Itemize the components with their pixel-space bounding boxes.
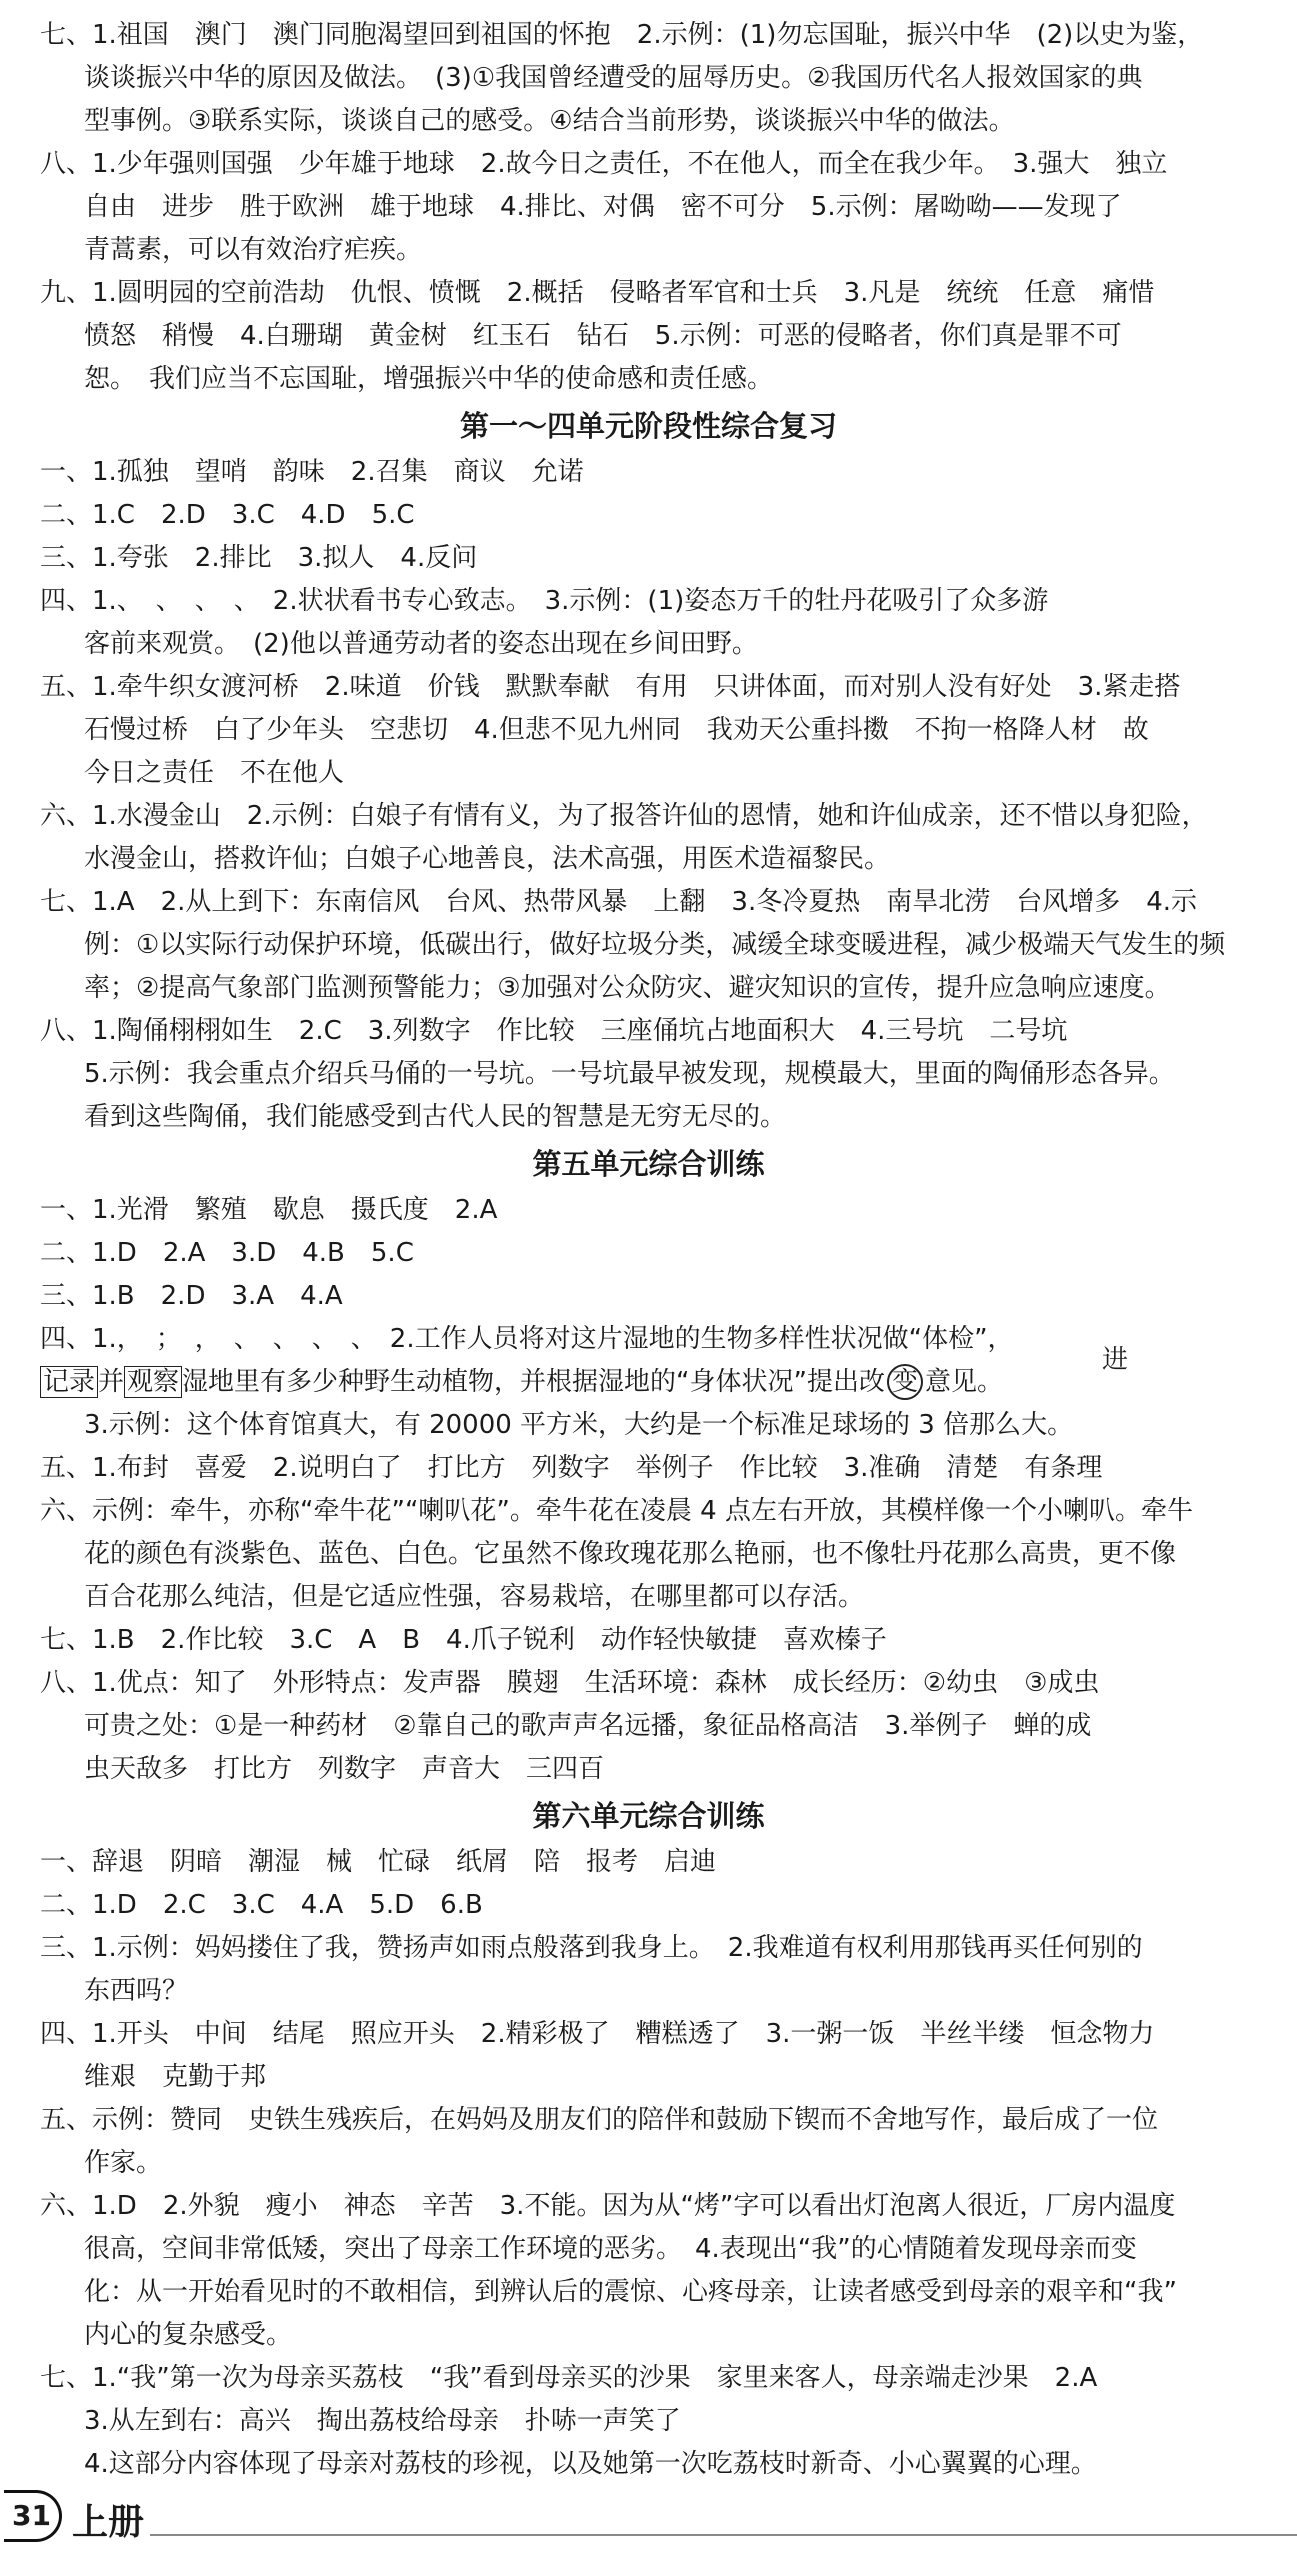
answer-continuation: 3.从左到右：高兴 掏出荔枝给母亲 扑哧一声笑了 xyxy=(84,2406,681,2436)
answer-content xyxy=(40,14,1257,2486)
answer-line: 五、1.牵牛织女渡河桥 2.味道 价钱 默默奉献 有用 只讲体面，而对别人没有好处 3.紧走搭 xyxy=(40,672,1181,702)
answer-continuation: 型事例。③联系实际，谈谈自己的感受。④结合当前形势，谈谈振兴中华的做法。 xyxy=(84,106,1015,136)
answer-continuation: 看到这些陶俑，我们能感受到古代人民的智慧是无穷无尽的。 xyxy=(84,1102,787,1132)
answer-line: 八、1.少年强则国强 少年雄于地球 2.故今日之责任，不在他人，而全在我少年。 3.强大 独立 xyxy=(40,149,1168,179)
answer-line: 六、示例：牵牛，亦称“牵牛花”“喇叭花”。牵牛花在凌晨 4 点左右开放，其模样像一个小喇叭。牵牛 xyxy=(40,1496,1193,1526)
answer-continuation: 恕。 我们应当不忘国耻，增强振兴中华的使命感和责任感。 xyxy=(84,364,774,394)
answer-line: 三、1.B 2.D 3.A 4.A xyxy=(40,1281,343,1311)
page-footer xyxy=(0,2486,1297,2546)
answer-line: 二、1.C 2.D 3.C 4.D 5.C xyxy=(40,500,415,530)
answer-line: 六、1.D 2.外貌 瘦小 神态 辛苦 3.不能。因为从“烤”字可以看出灯泡离人很近，厂房内温度 xyxy=(40,2191,1176,2221)
answer-line: 七、1.B 2.作比较 3.C A B 4.爪子锐利 动作轻快敏捷 喜欢榛子 xyxy=(40,1625,887,1655)
answer-line: 三、1.夸张 2.排比 3.拟人 4.反问 xyxy=(40,543,478,573)
circled-word: 变 xyxy=(887,1364,923,1400)
answer-continuation: 谈谈振兴中华的原因及做法。 (3)①我国曾经遭受的屈辱历史。②我国历代名人报效国家的典 xyxy=(84,63,1143,93)
answer-line: 五、1.布封 喜爱 2.说明白了 打比方 列数字 举例子 作比较 3.准确 清楚 有条理 xyxy=(40,1453,1103,1483)
answer-line: 四、1.， ； ， 、 、 、 、 2.工作人员将对这片湿地的生物多样性状况做“体检”， xyxy=(40,1324,1014,1354)
section-heading: 第五单元综合训练 xyxy=(532,1147,765,1181)
insert-mark: 并 xyxy=(98,1367,125,1397)
answer-line: 四、1.、 、 、 、 2.状状看书专心致志。 3.示例：(1)姿态万千的牡丹花吸引了众多游 xyxy=(40,586,1049,616)
answer-continuation: 4.这部分内容体现了母亲对荔枝的珍视，以及她第一次吃荔枝时新奇、小心翼翼的心理。 xyxy=(84,2449,1097,2479)
section-heading: 第一～四单元阶段性综合复习 xyxy=(459,409,837,443)
answer-line: 八、1.优点：知了 外形特点：发声器 膜翅 生活环境：森林 成长经历：②幼虫 ③成虫 xyxy=(40,1668,1100,1698)
section-heading: 第六单元综合训练 xyxy=(532,1799,765,1833)
answer-continuation: 自由 进步 胜于欧洲 雄于地球 4.排比、对偶 密不可分 5.示例：屠呦呦——发现了 xyxy=(84,192,1122,222)
boxed-word: 记录 xyxy=(40,1366,98,1398)
answer-line: 四、1.开头 中间 结尾 照应开头 2.精彩极了 糟糕透了 3.一粥一饭 半丝半缕 恒念物力 xyxy=(40,2019,1155,2049)
answer-continuation: 很高，空间非常低矮，突出了母亲工作环境的恶劣。 4.表现出“我”的心情随着发现母亲而变 xyxy=(84,2234,1137,2264)
page-number-badge: 31 xyxy=(4,2490,62,2542)
boxed-word: 观察 xyxy=(124,1366,182,1398)
answer-continuation: 可贵之处：①是一种药材 ②靠自己的歌声声名远播，象征品格高洁 3.举例子 蝉的成 xyxy=(84,1711,1092,1741)
footer-divider xyxy=(150,2534,1297,2536)
edit-marked-line xyxy=(40,1345,1257,1404)
answer-continuation: 愤怒 稍慢 4.白珊瑚 黄金树 红玉石 钻石 5.示例：可恶的侵略者，你们真是罪不可 xyxy=(84,321,1122,351)
answer-line: 七、1.“我”第一次为母亲买荔枝 “我”看到母亲买的沙果 家里来客人，母亲端走沙果 2.A xyxy=(40,2363,1098,2393)
answer-continuation: 青蒿素，可以有效治疗疟疾。 xyxy=(84,235,423,265)
answer-continuation: 百合花那么纯洁，但是它适应性强，容易栽培，在哪里都可以存活。 xyxy=(84,1582,865,1612)
answer-line: 五、示例：赞同 史铁生残疾后，在妈妈及朋友们的陪伴和鼓励下锲而不舍地写作，最后成了一位 xyxy=(40,2105,1159,2135)
answer-continuation: 今日之责任 不在他人 xyxy=(84,758,345,788)
answer-continuation: 3.示例：这个体育馆真大，有 20000 平方米，大约是一个标准足球场的 3 倍那么大。 xyxy=(84,1410,1074,1440)
answer-line: 八、1.陶俑栩栩如生 2.C 3.列数字 作比较 三座俑坑占地面积大 4.三号坑 二号坑 xyxy=(40,1016,1068,1046)
line-text: 湿地里有多少种野生动植物，并根据湿地的“身体状况”提出改 xyxy=(182,1367,885,1397)
answer-continuation: 花的颜色有淡紫色、蓝色、白色。它虽然不像玫瑰花那么艳丽，也不像牡丹花那么高贵，更不像 xyxy=(84,1539,1177,1569)
answer-continuation: 率；②提高气象部门监测预警能力；③加强对公众防灾、避灾知识的宣传，提升应急响应速度。 xyxy=(84,973,1171,1003)
answer-line: 七、1.A 2.从上到下：东南信风 台风、热带风暴 上翻 3.冬冷夏热 南旱北涝 台风增多 4.示 xyxy=(40,887,1198,917)
volume-label: 上册 xyxy=(72,2502,145,2543)
answer-continuation: 客前来观赏。 (2)他以普通劳动者的姿态出现在乡间田野。 xyxy=(84,629,758,659)
answer-line: 七、1.祖国 澳门 澳门同胞渴望回到祖国的怀抱 2.示例：(1)勿忘国耻，振兴中华 (2)以史为鉴， xyxy=(40,20,1204,50)
answer-continuation: 化：从一开始看见时的不敢相信，到辨认后的震惊、心疼母亲，让读者感受到母亲的艰辛和“我” xyxy=(84,2277,1177,2307)
answer-continuation: 内心的复杂感受。 xyxy=(84,2320,293,2350)
answer-continuation: 东西吗？ xyxy=(84,1976,189,2006)
answer-continuation: 虫天敌多 打比方 列数字 声音大 三四百 xyxy=(84,1754,605,1784)
answer-continuation: 例：①以实际行动保护环境，低碳出行，做好垃圾分类，减缓全球变暖进程，减少极端天气发生的频 xyxy=(84,930,1226,960)
answer-line: 一、辞退 阴暗 潮湿 械 忙碌 纸屑 陪 报考 启迪 xyxy=(40,1847,717,1877)
line-text: 意见。 xyxy=(925,1367,1004,1397)
answer-line: 一、1.光滑 繁殖 歇息 摄氏度 2.A xyxy=(40,1195,498,1225)
answer-line: 九、1.圆明园的空前浩劫 仇恨、愤慨 2.概括 侵略者军官和士兵 3.凡是 统统 任意 痛惜 xyxy=(40,278,1155,308)
answer-continuation: 水漫金山，搭救许仙；白娘子心地善良，法术高强，用医术造福黎民。 xyxy=(84,844,891,874)
answer-continuation: 维艰 克勤于邦 xyxy=(84,2062,267,2092)
answer-continuation: 作家。 xyxy=(84,2148,163,2178)
answer-continuation: 5.示例：我会重点介绍兵马俑的一号坑。一号坑最早被发现，规模最大，里面的陶俑形态各异。 xyxy=(84,1059,1175,1089)
answer-line: 二、1.D 2.C 3.C 4.A 5.D 6.B xyxy=(40,1890,483,1920)
answer-line: 六、1.水漫金山 2.示例：白娘子有情有义，为了报答许仙的恩情，她和许仙成亲，还不惜以身犯险， xyxy=(40,801,1208,831)
answer-line: 一、1.孤独 望哨 韵味 2.召集 商议 允诺 xyxy=(40,457,584,487)
answer-line: 二、1.D 2.A 3.D 4.B 5.C xyxy=(40,1238,414,1268)
answer-continuation: 石慢过桥 白了少年头 空悲切 4.但悲不见九州同 我劝天公重抖擞 不拘一格降人材 故 xyxy=(84,715,1149,745)
correction-word: 进 xyxy=(1102,1345,1129,1375)
answer-line: 三、1.示例：妈妈搂住了我，赞扬声如雨点般落到我身上。 2.我难道有权利用那钱再买任何别的 xyxy=(40,1933,1143,1963)
